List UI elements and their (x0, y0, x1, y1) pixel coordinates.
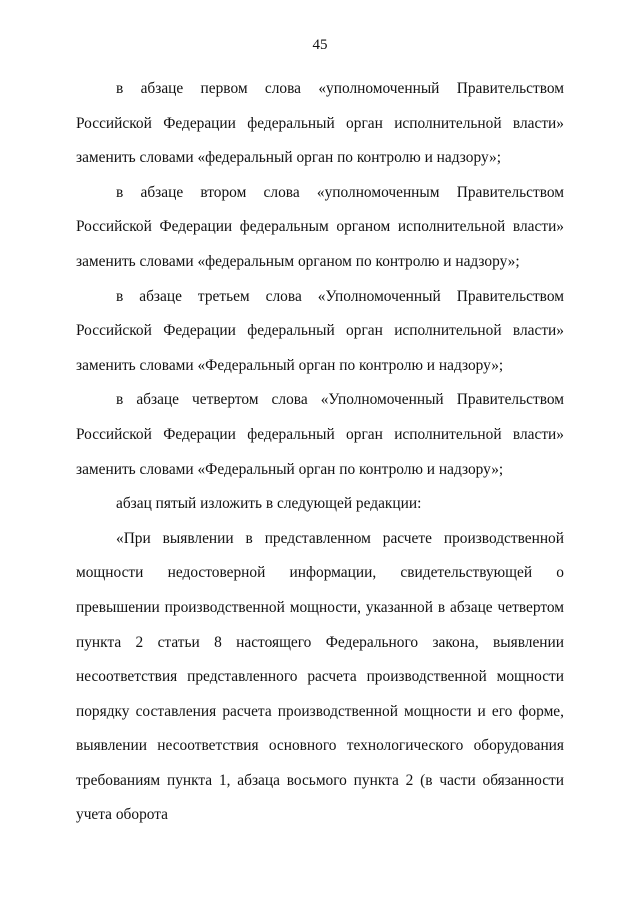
paragraph-amend-fifth-intro: абзац пятый изложить в следующей редакции: (116, 495, 422, 513)
paragraph-amend-third: в абзаце третьем слова «Уполномоченный Правительством Российской Федерации федеральный орган исполнительной власти» заменить словами «Федеральный орган по контролю и надзору»; (76, 287, 564, 374)
paragraph-amend-first: в абзаце первом слова «уполномоченный Правительством Российской Федерации федеральный орган исполнительной власти» заменить словами «федеральный орган по контролю и надзору»; (76, 80, 564, 167)
document-body (76, 72, 564, 833)
page-number: 45 (312, 37, 328, 53)
paragraph-amend-fourth: в абзаце четвертом слова «Уполномоченный Правительством Российской Федерации федеральный орган исполнительной власти» заменить словами «Федеральный орган по контролю и надзору»; (76, 391, 564, 478)
paragraph-new-wording: «При выявлении в представленном расчете производственной мощности недостоверной информации, свидетельствующей о превышении производственной мощности, указанной в абзаце четвертом пункта 2 статьи 8 настоящего Федерального закона, выявлении несоответствия представленного расчета производственной мощности порядку составления расчета производственной мощности и его форме, выявлении несоответствия основного технологического оборудования требованиям пункта 1, абзаца восьмого пункта 2 (в части обязанности учета оборота (76, 529, 564, 824)
paragraph-amend-second: в абзаце втором слова «уполномоченным Правительством Российской Федерации федеральным органом исполнительной власти» заменить словами «федеральным органом по контролю и надзору»; (76, 183, 564, 270)
